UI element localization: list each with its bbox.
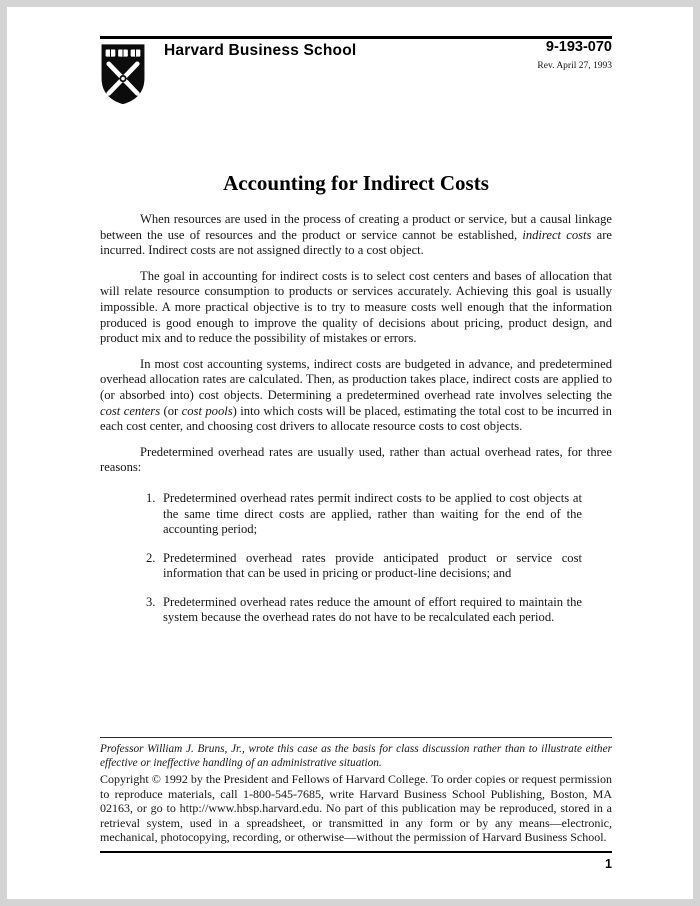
page-title: Accounting for Indirect Costs (223, 171, 489, 195)
body-paragraph: In most cost accounting systems, indirect costs are budgeted in advance, and predetermined overhead allocation rates are calculated. Then, as production takes place, indirect costs are applied to (or absorbed into) cost objects. Determining a predetermined overhead rate involves selecting the cost centers (or cost pools) into which costs will be placed, estimating the total cost to be incurred in each cost center, and choosing cost drivers to allocate resource costs to cost objects. (100, 356, 612, 434)
numbered-list (146, 491, 582, 626)
paragraph-group (100, 212, 612, 476)
author-footnote: Professor William J. Bruns, Jr., wrote this case as the basis for class discussion rather than to illustrate either effective or ineffective handling of an administrative situation. (100, 743, 612, 769)
revision-date: Rev. April 27, 1993 (537, 61, 612, 71)
hbs-shield-logo (100, 43, 146, 106)
bottom-rule (100, 851, 612, 853)
numbered-list-item: 2. Predetermined overhead rates provide anticipated product or service cost information that can be used in pricing or product-line decisions; and (146, 550, 582, 581)
footnote-rule (100, 737, 612, 738)
numbered-list-item: 3. Predetermined overhead rates reduce the amount of effort required to maintain the system because the overhead rates do not have to be recalculated each period. (146, 594, 582, 625)
document-number: 9-193-070 (545, 39, 612, 55)
copyright-notice: Copyright © 1992 by the President and Fellows of Harvard College. To order copies or request permission to reproduce materials, call 1-800-545-7685, write Harvard Business School Publishing, Boston, MA 02163, or go to http://www.hbsp.harvard.edu. No part of this publication may be reproduced, stored in a retrieval system, used in a spreadsheet, or transmitted in any form or by any means—electronic, mechanical, photocopying, recording, or otherwise—without the permission of Harvard Business School. (100, 772, 612, 845)
page-number: 1 (605, 857, 612, 871)
body-paragraph: The goal in accounting for indirect costs is to select cost centers and bases of allocation that will relate resource consumption to products or services accurately. Achieving this goal is usually impossible. A more practical objective is to try to measure costs well enough that the information produced is good enough to improve the quality of decisions about pricing, product design, and product mix and to reduce the possibility of mistakes or errors. (100, 268, 612, 346)
numbered-list-item: 1. Predetermined overhead rates permit indirect costs to be applied to cost objects at the same time direct costs are applied, rather than waiting for the end of the accounting period; (146, 490, 582, 537)
school-name: Harvard Business School (164, 42, 357, 59)
body-paragraph: Predetermined overhead rates are usually used, rather than actual overhead rates, for three reasons: (100, 444, 612, 475)
body-text (100, 212, 612, 639)
body-paragraph: When resources are used in the process of creating a product or service, but a causal linkage between the use of resources and the product or service cannot be established, indirect costs are incurred. Indirect costs are not assigned directly to a cost object. (100, 212, 612, 258)
header-rule (100, 36, 612, 39)
